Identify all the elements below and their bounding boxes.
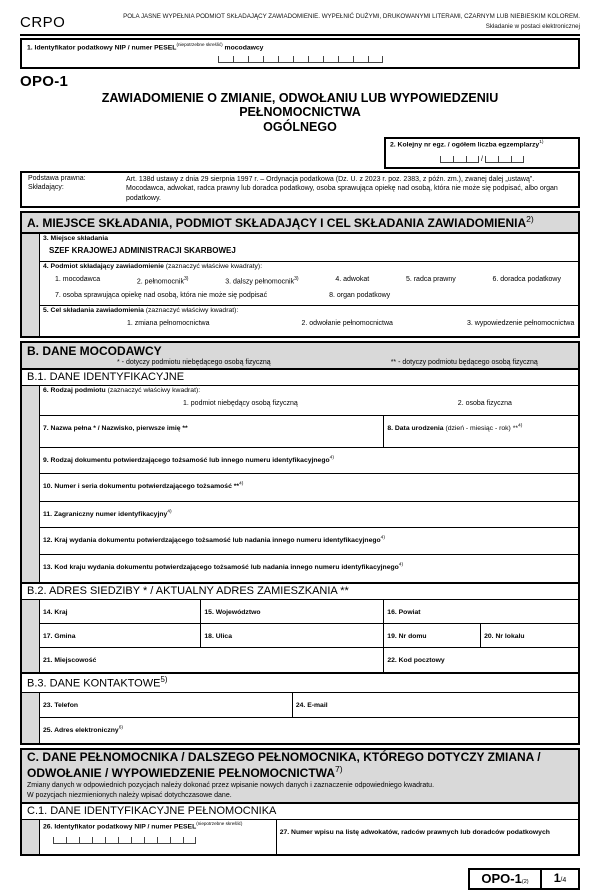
field-7-full-name[interactable] <box>40 416 384 447</box>
section-c1-left-strip <box>22 820 39 854</box>
field-12-issuing-country[interactable] <box>40 528 578 554</box>
field-16-county[interactable]: 16. Powiat <box>387 609 421 617</box>
form-instructions <box>123 12 580 31</box>
section-a <box>20 211 580 338</box>
section-b2-header: B.2. ADRES SIEDZIBY * / AKTUALNY ADRES ZAMIESZKANIA ** <box>22 582 578 600</box>
field-3-value: SZEF KRAJOWEJ ADMINISTRACJI SKARBOWEJ <box>49 245 236 255</box>
copies-total-comb-input[interactable] <box>485 156 524 163</box>
field-26-label: 26. Identyfikator podatkowy NIP / numer PESEL <box>43 822 197 830</box>
option-odwolanie[interactable]: 2. odwołanie pełnomocnictwa <box>301 319 393 327</box>
section-b3-footnote: 5) <box>160 675 168 685</box>
field-6-label: 6. Rodzaj podmiotu <box>43 387 108 395</box>
field-17-commune[interactable]: 17. Gmina <box>40 624 201 647</box>
field-21-city[interactable]: 21. Miejscowość <box>40 648 384 672</box>
field-4-hint: (zaznaczyć właściwe kwadraty): <box>165 263 263 271</box>
section-b3-left-strip <box>22 693 39 743</box>
form-title-line2: OGÓLNEGO <box>263 119 337 134</box>
field-26-attorney-nip-pesel[interactable] <box>40 820 277 854</box>
field-13-footnote: 4) <box>398 562 404 568</box>
field-11-footnote: 4) <box>167 509 172 515</box>
top-header <box>20 12 580 36</box>
field-13-country-code[interactable] <box>40 555 578 582</box>
copy-number-comb-input[interactable] <box>440 156 479 163</box>
section-c <box>20 748 580 856</box>
field-12-footnote: 4) <box>380 535 385 541</box>
section-b-note-1: * - dotyczy podmiotu niebędącego osobą fizyczną <box>117 359 271 367</box>
form-code-title: OPO-1 <box>20 72 69 90</box>
section-c-title-line1: C. DANE PEŁNOMOCNIKA / DALSZEGO PEŁNOMOCNIKA, KTÓREGO DOTYCZY ZMIANA / <box>27 749 541 764</box>
field-4-submitting-entity <box>40 262 578 305</box>
field-5-purpose <box>40 306 578 336</box>
form-title <box>82 91 519 134</box>
field-19-house-number[interactable]: 19. Nr domu <box>384 624 481 647</box>
field-1-strike-note: (niepotrzebne skreślić) <box>176 42 223 48</box>
legal-basis-label: Podstawa prawna: <box>28 174 86 182</box>
field-10-document-number[interactable] <box>40 474 578 501</box>
footer-form-code: OPO-1(2) <box>468 868 542 890</box>
option-mocodawca[interactable]: 1. mocodawca <box>55 275 101 283</box>
field-1-label: 1. Identyfikator podatkowy NIP / numer PESEL <box>27 44 177 52</box>
field-1-nip-pesel[interactable] <box>20 38 580 69</box>
field-2-copy-number[interactable] <box>384 137 580 169</box>
field-8-footnote: 4) <box>518 423 523 429</box>
option-wypowiedzenie[interactable]: 3. wypowiedzenie pełnomocnictwa <box>466 319 575 327</box>
field-4-label: 4. Podmiot składający zawiadomienie <box>43 263 166 271</box>
field-11-foreign-id[interactable] <box>40 502 578 527</box>
option-organ-podatkowy[interactable]: 8. organ podatkowy <box>329 292 391 300</box>
field-13-label: 13. Kod kraju wydania dokumentu potwierdzającego tożsamość lub nadania innego numeru identyfikacyjnego <box>43 564 399 572</box>
field-12-label: 12. Kraj wydania dokumentu potwierdzającego tożsamość lub nadania innego numeru identyfikacyjnego <box>43 537 381 545</box>
section-a-left-strip <box>22 234 39 336</box>
field-8-birth-date[interactable] <box>384 416 578 447</box>
section-b-header <box>22 343 578 370</box>
field-9-document-type[interactable] <box>40 448 578 473</box>
section-a-footnote: 2) <box>526 214 534 225</box>
option-pelnomocnik[interactable]: 2. pełnomocnik$^{3)}$ <box>136 275 189 285</box>
field-3-label: 3. Miejsce składania <box>43 235 108 243</box>
section-a-title: A. MIEJSCE SKŁADANIA, PODMIOT SKŁADAJĄCY I CEL SKŁADANIA ZAWIADOMIENIA <box>27 216 527 231</box>
section-c1-header: C.1. DANE IDENTYFIKACYJNE PEŁNOMOCNIKA <box>22 804 578 820</box>
legal-basis-text: Art. 138d ustawy z dnia 29 sierpnia 1997 r. – Ordynacja podatkowa (Dz. U. z 2023 r. poz. 2383, z późn. zm.), zwanej dalej „ustawą”. <box>126 175 535 183</box>
field-5-label: 5. Cel składania zawiadomienia <box>43 307 146 315</box>
field-6-hint: (zaznaczyć właściwy kwadrat): <box>107 387 201 395</box>
attorney-nip-pesel-comb-input[interactable] <box>53 837 273 844</box>
field-10-label: 10. Numer i seria dokumentu potwierdzającego tożsamość ** <box>43 483 240 491</box>
page-footer <box>20 868 580 890</box>
footer-page-total: /4 <box>560 876 567 884</box>
form-instructions-line2: Składanie w postaci elektronicznej <box>485 22 580 30</box>
section-b-title: B. DANE MOCODAWCY <box>27 344 162 359</box>
field-26-strike-note: (niepotrzebne skreślić) <box>196 820 243 826</box>
option-zmiana[interactable]: 1. zmiana pełnomocnictwa <box>127 319 210 327</box>
copy-number-separator: / <box>481 155 483 163</box>
field-9-label: 9. Rodzaj dokumentu potwierdzającego tożsamość lub innego numeru identyfikacyjnego <box>43 457 330 465</box>
section-c-note-line2: W pozycjach niezmienionych należy wpisać dotychczasowe dane. <box>27 791 232 799</box>
submitters-label: Składający: <box>28 184 64 192</box>
option-doradca-podatkowy[interactable]: 6. doradca podatkowy <box>492 275 561 283</box>
submitters-text: Mocodawca, adwokat, radca prawny lub doradca podatkowy, osoba sprawująca opiekę nad osobą, która nie może się podpisać, albo organ podatkowy. <box>126 185 558 202</box>
section-b3-header <box>22 672 578 693</box>
field-5-hint: (zaznaczyć właściwy kwadrat): <box>145 307 239 315</box>
field-6-entity-type <box>40 386 578 415</box>
form-instructions-line1: POLA JASNE WYPEŁNIA PODMIOT SKŁADAJĄCY ZAWIADOMIENIE. WYPEŁNIĆ DUŻYMI, DRUKOWANYMI LITERAMI, CZARNYM LUB NIEBIESKIM KOLOREM. <box>123 13 580 20</box>
field-27-register-number[interactable] <box>277 820 578 854</box>
section-a-header <box>22 213 578 234</box>
footer-page-number: 1/4 <box>542 868 580 890</box>
option-dalszy-pelnomocnik[interactable]: 3. dalszy pełnomocnik$^{3)}$ <box>225 275 299 285</box>
option-osoba-fizyczna[interactable]: 2. osoba fizyczna <box>457 399 512 407</box>
form-title-line1: ZAWIADOMIENIE O ZMIANIE, ODWOŁANIU LUB WYPOWIEDZENIU PEŁNOMOCNICTWA <box>101 90 499 120</box>
field-22-postal-code[interactable]: 22. Kod pocztowy <box>387 657 445 665</box>
field-18-street[interactable]: 18. Ulica <box>201 624 384 647</box>
section-b1-header: B.1. DANE IDENTYFIKACYJNE <box>22 370 578 386</box>
field-20-apartment-number[interactable]: 20. Nr lokalu <box>484 633 525 641</box>
field-8-label: 8. Data urodzenia <box>387 425 446 433</box>
field-8-hint: (dzień - miesiąc - rok) ** <box>445 425 518 433</box>
section-c-title-line2: ODWOŁANIE / WYPOWIEDZENIE PEŁNOMOCNICTWA$^{7)}$ <box>27 763 343 780</box>
field-25-footnote: 6) <box>118 725 124 731</box>
section-b-note-2: ** - dotyczy podmiotu będącego osobą fizyczną <box>390 359 538 367</box>
section-b3-title: B.3. DANE KONTAKTOWE <box>27 677 161 690</box>
section-b2-left-strip <box>22 600 39 672</box>
field-1-suffix: mocodawcy <box>222 44 264 52</box>
field-10-footnote: 4) <box>239 481 244 487</box>
field-9-footnote: 4) <box>329 455 334 461</box>
section-b1-left-strip <box>22 386 39 582</box>
field-23-phone[interactable]: 23. Telefon <box>40 693 293 717</box>
registry-code: CRPO <box>20 14 66 32</box>
option-adwokat[interactable]: 4. adwokat <box>335 275 370 283</box>
option-radca-prawny[interactable]: 5. radca prawny <box>405 275 456 283</box>
section-c-footnote: 7) <box>335 763 343 774</box>
section-b <box>20 341 580 745</box>
section-c-header <box>22 750 578 804</box>
field-2-label: 2. Kolejny nr egz. / ogółem liczba egzemplarzy <box>390 141 540 149</box>
field-25-electronic-address[interactable]: 25. Adres elektroniczny$^{6)}$ <box>43 725 124 734</box>
option-osoba-sprawujaca-opieke[interactable]: 7. osoba sprawująca opiekę nad osobą, która nie może się podpisać <box>55 292 268 300</box>
field-2-footnote: 1) <box>539 140 544 146</box>
section-c-note-line1: Zmiany danych w odpowiednich pozycjach należy dokonać przez wpisanie nowych danych i zaznaczenie odpowiedniego kwadratu. <box>27 782 435 790</box>
field-7-label: 7. Nazwa pełna * / Nazwisko, pierwsze imię ** <box>43 425 188 433</box>
field-11-label: 11. Zagraniczny numer identyfikacyjny <box>43 511 168 519</box>
footer-form-version: (2) <box>521 878 529 885</box>
option-podmiot-niebedacy[interactable]: 1. podmiot niebędący osobą fizyczną <box>183 399 298 407</box>
legal-basis-box <box>20 171 580 208</box>
field-27-label: 27. Numer wpisu na listę adwokatów, radców prawnych lub doradców podatkowych <box>279 828 550 836</box>
field-3-place-of-filing[interactable] <box>40 234 578 261</box>
field-24-email[interactable]: 24. E-mail <box>295 701 328 709</box>
field-14-country[interactable]: 14. Kraj <box>40 600 201 623</box>
nip-pesel-comb-input[interactable] <box>218 56 383 63</box>
field-15-voivodeship[interactable]: 15. Województwo <box>201 600 384 623</box>
